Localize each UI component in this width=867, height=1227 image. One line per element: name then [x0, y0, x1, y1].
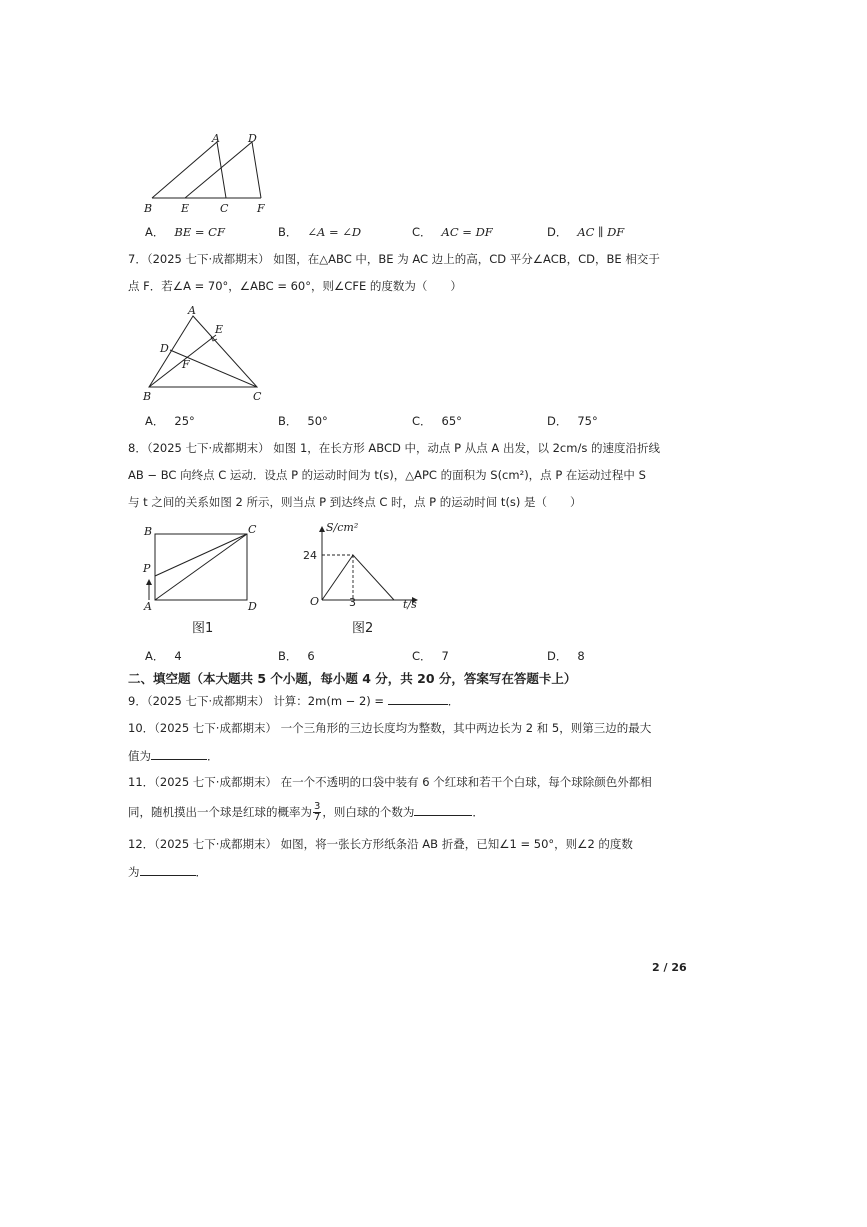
- q7-label-A: A: [188, 304, 196, 317]
- q9-answer-blank[interactable]: [388, 692, 448, 705]
- q8-fig2-ytick: 24: [303, 549, 317, 562]
- q11-line1: [128, 774, 652, 790]
- q8-figure1: [140, 518, 270, 640]
- q8-stem-line2: AB − BC 向终点 C 运动．设点 P 的运动时间为 t(s)，△APC 的面积为 S(cm²)，点 P 在运动过程中 S: [128, 468, 646, 482]
- q10-answer-blank[interactable]: [151, 747, 207, 760]
- q9: 9．（2025 七下·成都期末） 计算：2m(m − 2) = ．: [128, 694, 460, 708]
- q6-option-a: A． BE = CF: [145, 225, 225, 239]
- q8-fig1-label-D: D: [248, 600, 257, 613]
- q8-fig2-caption: 图2: [352, 621, 374, 636]
- q7-label-B: B: [143, 390, 152, 403]
- q12-prefix: 12．（2025 七下·成都期末）: [128, 837, 277, 851]
- q8-stem-line3: 与 t 之间的关系如图 2 所示，则当点 P 到达终点 C 时，点 P 的运动时间 t(s) 是（ ）: [128, 495, 582, 509]
- q6-label-C: C: [220, 202, 229, 215]
- q11-prefix: 11．（2025 七下·成都期末）: [128, 775, 277, 789]
- q7-stem-line2: 点 F．若∠A = 70°，∠ABC = 60°，则∠CFE 的度数为（ ）: [128, 279, 462, 293]
- q7-label-F: F: [182, 358, 190, 371]
- q10-text: 一个三角形的三边长度均为整数，其中两边长为 2 和 5，则第三边的最大: [280, 721, 652, 735]
- q6-figure: [140, 130, 275, 215]
- q7-figure: [140, 300, 275, 405]
- q12-line1: [128, 836, 633, 852]
- q6-label-A: A: [212, 132, 220, 145]
- q7-stem-line1: 7．（2025 七下·成都期末） 如图，在△ABC 中，BE 为 AC 边上的高，CD 平分∠ACB，CD，BE 相交于: [128, 252, 660, 266]
- q12-text: 如图，将一张长方形纸条沿 AB 折叠，已知∠1 = 50°，则∠2 的度数: [280, 837, 633, 851]
- q9-text: 计算：2m(m − 2) =: [273, 694, 385, 708]
- q8-stem-line1: 8．（2025 七下·成都期末） 如图 1，在长方形 ABCD 中，动点 P 从点 A 出发，以 2cm/s 的速度沿折线: [128, 441, 660, 455]
- q6-option-c: C． AC = DF: [412, 225, 493, 239]
- q8-fig2-xtick: 3: [349, 596, 356, 609]
- q7-label-C: C: [253, 390, 262, 403]
- section-heading: 二、填空题（本大题共 5 个小题，每小题 4 分，共 20 分，答案写在答题卡上）: [128, 671, 577, 686]
- q8-figure2: [295, 518, 430, 640]
- q8-fig1-caption: 图1: [192, 621, 214, 636]
- q11-fraction: $\frac{3}{7}$: [314, 801, 321, 823]
- q11-text: 在一个不透明的口袋中装有 6 个红球和若干个白球，每个球除颜色外都相: [280, 775, 652, 789]
- q6-label-F: F: [257, 202, 265, 215]
- q7-label-E: E: [215, 323, 224, 336]
- q11-line2: 同，随机摸出一个球是红球的概率为 $\frac{3}{7}$ ，则白球的个数为 ．: [128, 801, 484, 823]
- q6-option-d: D． AC ∥ DF: [547, 225, 625, 239]
- q12-answer-blank[interactable]: [140, 863, 196, 876]
- q8-fig1-label-B: B: [144, 525, 153, 538]
- q10-line2: 值为 ．: [128, 749, 219, 763]
- q8-fig1-label-C: C: [248, 523, 257, 536]
- q12-line2: 为 ．: [128, 865, 207, 879]
- q6-label-B: B: [144, 202, 153, 215]
- q8-fig2-origin: O: [310, 595, 320, 608]
- q10-line1: [128, 720, 651, 736]
- q7-option-d: D． 75°: [547, 414, 598, 428]
- q8-fig1-label-P: P: [143, 562, 151, 575]
- q6-option-b: B． ∠A = ∠D: [278, 225, 362, 239]
- q7-option-a: A． 25°: [145, 414, 195, 428]
- q8-option-c: C． 7: [412, 649, 449, 663]
- q8-option-b: B． 6: [278, 649, 315, 663]
- q6-label-E: E: [181, 202, 190, 215]
- q7-option-b: B． 50°: [278, 414, 328, 428]
- q9-prefix: 9．（2025 七下·成都期末）: [128, 694, 270, 708]
- q8-option-a: A． 4: [145, 649, 182, 663]
- q8-fig1-label-A: A: [144, 600, 152, 613]
- q8-fig2-ylabel: S/cm²: [326, 521, 359, 534]
- q7-option-c: C． 65°: [412, 414, 462, 428]
- q10-prefix: 10．（2025 七下·成都期末）: [128, 721, 277, 735]
- page-number: 2 / 26: [652, 961, 687, 974]
- q7-label-D: D: [160, 342, 169, 355]
- q8-option-d: D． 8: [547, 649, 585, 663]
- q6-label-D: D: [248, 132, 257, 145]
- q11-answer-blank[interactable]: [414, 803, 472, 816]
- q8-fig2-xlabel: t/s: [403, 598, 417, 611]
